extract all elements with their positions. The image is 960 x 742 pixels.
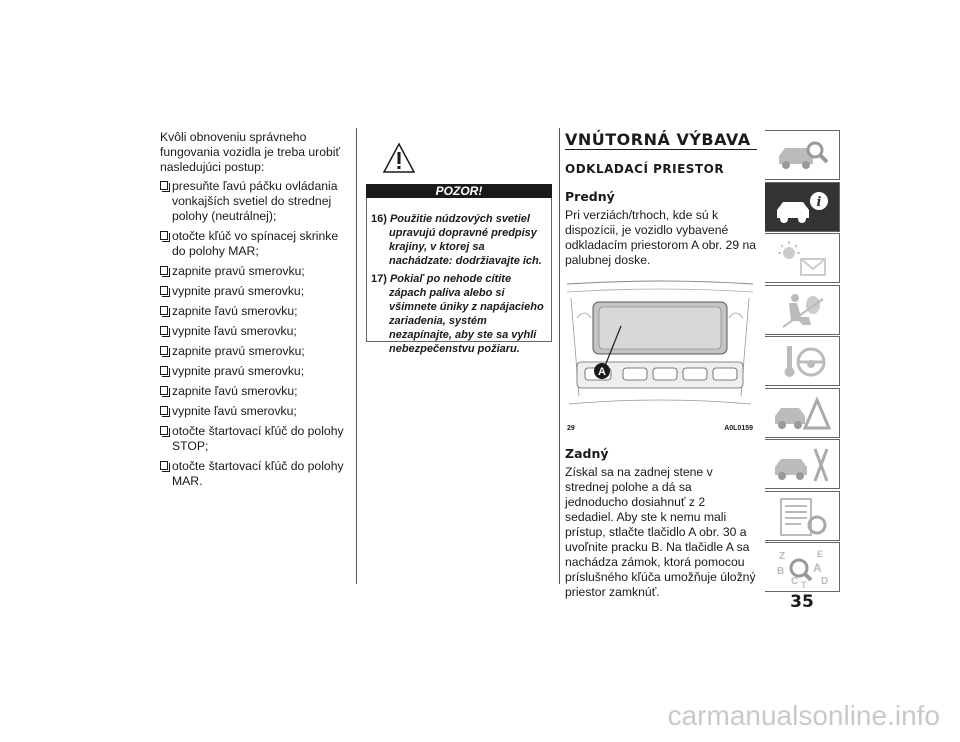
list-item: otočte kľúč vo spínacej skrinke do polohy MAR;: [160, 229, 346, 259]
list-item: presuňte ľavú páčku ovládania vonkajších svetiel do strednej polohy (neutrálnej);: [160, 179, 346, 224]
watermark: carmanualsonline.info: [667, 700, 940, 731]
technical-data-list-icon: [773, 497, 831, 537]
list-item: vypnite pravú smerovku;: [160, 284, 346, 299]
procedure-intro: Kvôli obnoveniu správneho fungovania vozidla je treba urobiť nasledujúci postup:: [160, 130, 341, 174]
page-number: 35: [790, 592, 814, 612]
section-title: VNÚTORNÁ VÝBAVA: [565, 132, 757, 150]
list-item: zapnite ľavú smerovku;: [160, 304, 346, 319]
car-wrench-icon: [773, 445, 831, 485]
svg-text:E: E: [817, 549, 824, 559]
checkbox-bullet-icon: [160, 406, 168, 415]
svg-text:D: D: [821, 576, 829, 587]
list-item: vypnite ľavú smerovku;: [160, 404, 346, 419]
front-text: Pri verziách/trhoch, kde sú k dispozícii, je vozidlo vybavené odkladacím priestorom A obr. 29 na palubnej doske.: [565, 208, 757, 267]
checkbox-bullet-icon: [160, 326, 168, 335]
tab-warning-lights[interactable]: [765, 233, 840, 283]
list-item: zapnite pravú smerovku;: [160, 264, 346, 279]
warning-triangle-icon: [382, 142, 416, 174]
column-interior: [565, 130, 757, 604]
list-item: zapnite ľavú smerovku;: [160, 384, 346, 399]
figure-label-a: A: [598, 366, 606, 378]
column-divider: [356, 128, 357, 584]
list-item: vypnite pravú smerovku;: [160, 364, 346, 379]
checkbox-bullet-icon: [160, 366, 168, 375]
figure-dashboard: [565, 278, 755, 438]
list-item: zapnite pravú smerovku;: [160, 344, 346, 359]
chapter-tabs: [765, 130, 840, 594]
list-item: otočte štartovací kľúč do polohy STOP;: [160, 424, 346, 454]
tab-emergency[interactable]: [765, 388, 840, 438]
checkbox-bullet-icon: [160, 266, 168, 275]
checkbox-bullet-icon: [160, 386, 168, 395]
column-divider: [559, 128, 560, 584]
svg-text:B: B: [777, 566, 785, 577]
seat-airbag-icon: [773, 291, 831, 331]
procedure-steps: [160, 179, 346, 489]
svg-text:C: C: [791, 576, 799, 587]
dashboard-illustration: [565, 278, 755, 418]
checkbox-bullet-icon: [160, 306, 168, 315]
tab-safety[interactable]: [765, 285, 840, 335]
warning-note: 17) Pokiaľ po nehode cítite zápach paliva alebo si všimnete úniky z napájacieho zariadenia, systém nezapínajte, aby ste sa vyhli nebezpečenstvu požiaru.: [371, 273, 544, 355]
checkbox-bullet-icon: [160, 231, 168, 240]
key-steering-wheel-icon: [773, 342, 831, 382]
svg-text:i: i: [816, 194, 822, 210]
figure-caption: [565, 418, 755, 436]
figure-number: 29: [567, 425, 575, 432]
svg-text:T: T: [801, 580, 807, 588]
column-procedure: [160, 130, 346, 494]
alphabetical-index-icon: [773, 548, 831, 588]
car-search-icon: [773, 136, 831, 176]
svg-text:Z: Z: [779, 551, 786, 562]
subsection-title: ODKLADACÍ PRIESTOR: [565, 162, 725, 176]
warning-section: [366, 130, 552, 355]
tab-technical-data[interactable]: [765, 491, 840, 541]
list-item: otočte štartovací kľúč do polohy MAR.: [160, 459, 346, 489]
checkbox-bullet-icon: [160, 426, 168, 435]
figure-code: A0L0159: [724, 425, 753, 432]
front-heading: Predný: [565, 189, 615, 204]
warning-title: POZOR!: [366, 184, 552, 198]
warning-light-mail-icon: [773, 239, 831, 279]
tab-car-search[interactable]: [765, 130, 840, 180]
warning-box: [366, 198, 552, 355]
checkbox-bullet-icon: [160, 461, 168, 470]
rear-heading: Zadný: [565, 446, 609, 461]
tab-index[interactable]: [765, 542, 840, 592]
checkbox-bullet-icon: [160, 286, 168, 295]
car-info-icon: [773, 188, 831, 228]
tab-car-info[interactable]: [765, 182, 840, 232]
checkbox-bullet-icon: [160, 181, 168, 190]
rear-text: Získal sa na zadnej stene v strednej polohe a dá sa jednoducho dosiahnuť z 2 sedadiel. Aby ste k nemu mali prístup, stlačte tlačidlo A obr. 30 a uvoľnite pracku B. Na tlačidle A sa nachádza zámok, ktorá pomocou príslušného kľúča umožňuje úložný priestor zamknúť.: [565, 465, 756, 599]
tab-maintenance[interactable]: [765, 439, 840, 489]
checkbox-bullet-icon: [160, 346, 168, 355]
tab-starting-driving[interactable]: [765, 336, 840, 386]
svg-text:A: A: [813, 561, 822, 575]
car-breakdown-triangle-icon: [773, 394, 831, 434]
warning-note: 16) Použitie núdzových svetiel upravujú dopravné predpisy krajiny, v ktorej sa nachádzate: dodržiavajte ich.: [371, 213, 542, 267]
list-item: vypnite ľavú smerovku;: [160, 324, 346, 339]
